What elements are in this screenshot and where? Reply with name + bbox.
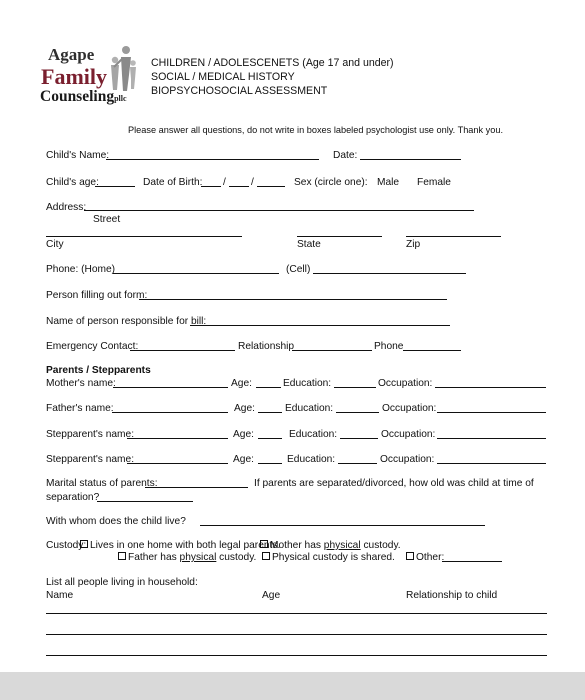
street-sublabel: Street <box>93 214 121 225</box>
emergency-name-field[interactable] <box>130 350 235 351</box>
dob-day-field[interactable] <box>229 186 249 187</box>
address-zip-field[interactable] <box>406 236 501 237</box>
logo-agape: Agape <box>48 45 95 64</box>
stepparent-1-education-label: Education: <box>289 429 338 440</box>
household-row-1[interactable] <box>46 613 547 614</box>
state-sublabel: State <box>297 239 321 250</box>
father-education-label: Education: <box>285 403 334 414</box>
address-city-field[interactable] <box>46 236 242 237</box>
stepparent-2-name-label: Stepparent's name: <box>46 454 135 465</box>
dob-slash-1: / <box>223 177 226 188</box>
logo-family: Family <box>41 64 107 89</box>
lives-with-field[interactable] <box>200 525 485 526</box>
mother-occupation-field[interactable] <box>435 387 546 388</box>
household-label: List all people living in household: <box>46 577 198 588</box>
address-state-field[interactable] <box>297 236 382 237</box>
sex-option-female[interactable]: Female <box>417 177 451 188</box>
dob-label: Date of Birth: <box>143 177 203 188</box>
separation-age-field[interactable] <box>97 501 193 502</box>
stepparent-1-occupation-field[interactable] <box>437 438 546 439</box>
lives-with-label: With whom does the child live? <box>46 516 186 527</box>
emergency-label: Emergency Contact: <box>46 341 139 352</box>
address-label: Address: <box>46 202 87 213</box>
mother-education-field[interactable] <box>334 387 376 388</box>
marital-status-field[interactable] <box>145 487 248 488</box>
dob-slash-2: / <box>251 177 254 188</box>
stepparent-2-education-label: Education: <box>287 454 336 465</box>
logo-counseling: Counselingpllc <box>40 88 127 105</box>
stepparent-2-age-field[interactable] <box>258 463 282 464</box>
custody-option-mother[interactable]: Mother has physical custody. <box>260 540 401 552</box>
stepparent-1-education-field[interactable] <box>340 438 378 439</box>
emergency-relationship-field[interactable] <box>292 350 372 351</box>
marital-status-label: Marital status of parents: <box>46 478 158 489</box>
dob-year-field[interactable] <box>257 186 285 187</box>
responsible-label: Name of person responsible for bill: <box>46 316 207 327</box>
stepparent-2-name-field[interactable] <box>127 463 228 464</box>
header-line-3: BIOPSYCHOSOCIAL ASSESSMENT <box>151 85 328 97</box>
responsible-field[interactable] <box>190 325 450 326</box>
father-name-field[interactable] <box>112 412 228 413</box>
childs-name-field[interactable] <box>106 159 319 160</box>
mother-age-label: Age: <box>231 378 252 389</box>
checkbox[interactable] <box>262 552 270 560</box>
mother-name-field[interactable] <box>113 387 228 388</box>
custody-option-father[interactable]: Father has physical custody. <box>118 552 256 564</box>
household-row-3[interactable] <box>46 655 547 656</box>
childs-name-label: Child's Name: <box>46 150 110 161</box>
header-line-1: CHILDREN / ADOLESCENETS (Age 17 and under) <box>151 57 394 69</box>
emergency-phone-label: Phone <box>374 341 404 352</box>
dob-month-field[interactable] <box>201 186 221 187</box>
phone-home-label: Phone: (Home) <box>46 264 116 275</box>
sex-option-male[interactable]: Male <box>377 177 400 188</box>
mother-age-field[interactable] <box>256 387 281 388</box>
stepparent-2-occupation-label: Occupation: <box>380 454 435 465</box>
custody-label: Custody: <box>46 540 87 551</box>
mother-name-label: Mother's name: <box>46 378 116 389</box>
household-age-header: Age <box>262 590 281 601</box>
household-relationship-header: Relationship to child <box>406 590 498 601</box>
stepparent-2-age-label: Age: <box>233 454 254 465</box>
filling-out-field[interactable] <box>139 299 447 300</box>
household-row-2[interactable] <box>46 634 547 635</box>
header-line-2: SOCIAL / MEDICAL HISTORY <box>151 71 295 83</box>
stepparent-1-name-field[interactable] <box>127 438 228 439</box>
custody-other-field[interactable] <box>442 561 502 562</box>
phone-home-field[interactable] <box>113 273 279 274</box>
stepparent-1-occupation-label: Occupation: <box>381 429 436 440</box>
household-name-header: Name <box>46 590 74 601</box>
stepparent-1-name-label: Stepparent's name: <box>46 429 135 440</box>
custody-option-other[interactable]: Other: <box>406 552 444 564</box>
checkbox[interactable] <box>118 552 126 560</box>
father-education-field[interactable] <box>336 412 379 413</box>
father-name-label: Father's name: <box>46 403 114 414</box>
emergency-relationship-label: Relationship <box>238 341 295 352</box>
parents-heading: Parents / Stepparents <box>46 365 151 376</box>
zip-sublabel: Zip <box>406 239 421 250</box>
father-age-field[interactable] <box>258 412 282 413</box>
mother-occupation-label: Occupation: <box>378 378 433 389</box>
phone-cell-field[interactable] <box>313 273 466 274</box>
separated-question: If parents are separated/divorced, how old was child at time of <box>254 478 534 489</box>
father-occupation-field[interactable] <box>437 412 546 413</box>
custody-option-both-parents[interactable]: Lives in one home with both legal parents. <box>80 540 280 552</box>
checkbox[interactable] <box>406 552 414 560</box>
cell-label: (Cell) <box>286 264 311 275</box>
date-label: Date: <box>333 150 358 161</box>
checkbox[interactable] <box>260 540 268 548</box>
filling-out-label: Person filling out form: <box>46 290 148 301</box>
stepparent-2-occupation-field[interactable] <box>437 463 546 464</box>
address-street-field[interactable] <box>84 210 474 211</box>
sex-label: Sex (circle one): <box>294 177 368 188</box>
father-age-label: Age: <box>234 403 255 414</box>
father-occupation-label: Occupation: <box>382 403 437 414</box>
date-field[interactable] <box>360 159 461 160</box>
mother-education-label: Education: <box>283 378 332 389</box>
instructions-text: Please answer all questions, do not write in boxes labeled psychologist use only. Thank you. <box>128 125 504 135</box>
stepparent-1-age-field[interactable] <box>258 438 282 439</box>
emergency-phone-field[interactable] <box>403 350 461 351</box>
stepparent-1-age-label: Age: <box>233 429 254 440</box>
childs-age-label: Child's age: <box>46 177 99 188</box>
family-figures-icon <box>102 45 138 93</box>
city-sublabel: City <box>46 239 64 250</box>
custody-option-shared[interactable]: Physical custody is shared. <box>262 552 395 564</box>
stepparent-2-education-field[interactable] <box>338 463 377 464</box>
childs-age-field[interactable] <box>95 186 135 187</box>
separation-label: separation? <box>46 492 100 503</box>
checkbox[interactable] <box>80 540 88 548</box>
